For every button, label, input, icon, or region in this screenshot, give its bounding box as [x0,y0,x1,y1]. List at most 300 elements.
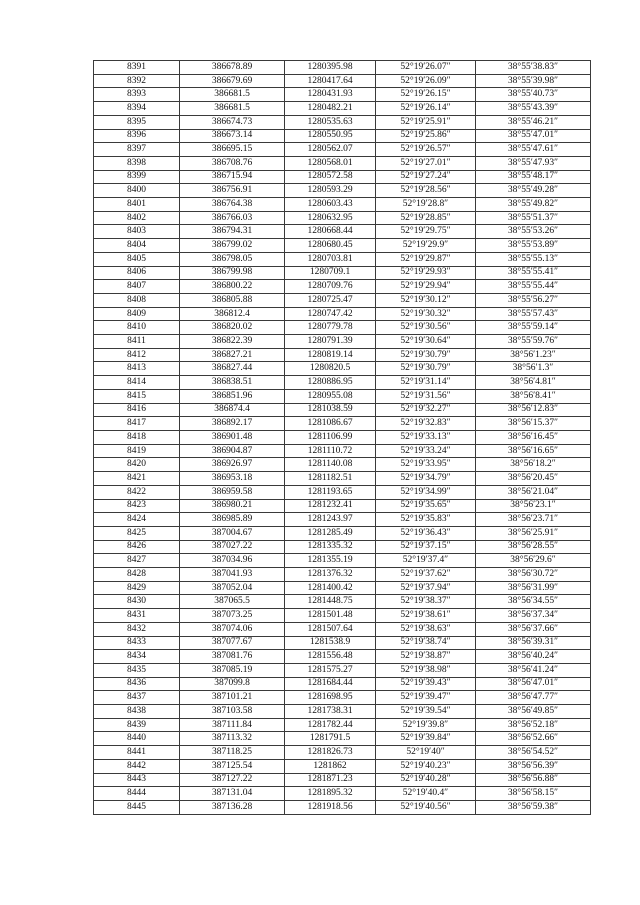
longitude-cell: 38°56′30.72″ [476,568,591,582]
y-coordinate-cell: 1280395.98 [285,61,376,75]
y-coordinate-cell: 1281285.49 [285,526,376,540]
coordinates-table-body [94,61,591,815]
longitude-cell: 38°56′28.55″ [476,540,591,554]
longitude-cell: 38°55′47.61″ [476,143,591,157]
point-number-cell: 8437 [94,691,180,705]
table-row [94,787,591,801]
latitude-cell: 52°19′30.12″ [376,293,476,307]
latitude-cell: 52°19′27.24″ [376,170,476,184]
x-coordinate-cell: 386708.76 [180,156,285,170]
x-coordinate-cell: 386798.05 [180,252,285,266]
latitude-cell: 52°19′37.4″ [376,554,476,568]
x-coordinate-cell: 386674.73 [180,115,285,129]
point-number-cell: 8441 [94,746,180,760]
table-row [94,526,591,540]
table-row [94,307,591,321]
point-number-cell: 8438 [94,705,180,719]
x-coordinate-cell: 387077.67 [180,636,285,650]
longitude-cell: 38°56′59.38″ [476,800,591,814]
latitude-cell: 52°19′33.95″ [376,458,476,472]
latitude-cell: 52°19′40.28″ [376,773,476,787]
point-number-cell: 8442 [94,759,180,773]
x-coordinate-cell: 386822.39 [180,335,285,349]
x-coordinate-cell: 386953.18 [180,472,285,486]
latitude-cell: 52°19′38.61″ [376,609,476,623]
table-row [94,115,591,129]
table-row [94,458,591,472]
y-coordinate-cell: 1280572.58 [285,170,376,184]
table-row [94,554,591,568]
table-row [94,335,591,349]
longitude-cell: 38°55′47.01″ [476,129,591,143]
longitude-cell: 38°56′4.81″ [476,376,591,390]
point-number-cell: 8396 [94,129,180,143]
latitude-cell: 52°19′38.63″ [376,622,476,636]
y-coordinate-cell: 1280562.07 [285,143,376,157]
y-coordinate-cell: 1280779.78 [285,321,376,335]
longitude-cell: 38°55′43.39″ [476,102,591,116]
latitude-cell: 52°19′26.14″ [376,102,476,116]
point-number-cell: 8425 [94,526,180,540]
y-coordinate-cell: 1281232.41 [285,499,376,513]
latitude-cell: 52°19′39.8″ [376,718,476,732]
table-row [94,581,591,595]
longitude-cell: 38°55′59.76″ [476,335,591,349]
y-coordinate-cell: 1281448.75 [285,595,376,609]
point-number-cell: 8445 [94,800,180,814]
y-coordinate-cell: 1281507.64 [285,622,376,636]
x-coordinate-cell: 386904.87 [180,444,285,458]
point-number-cell: 8440 [94,732,180,746]
x-coordinate-cell: 387118.25 [180,746,285,760]
y-coordinate-cell: 1280703.81 [285,252,376,266]
longitude-cell: 38°56′1.3″ [476,362,591,376]
point-number-cell: 8436 [94,677,180,691]
point-number-cell: 8395 [94,115,180,129]
longitude-cell: 38°55′51.37″ [476,211,591,225]
longitude-cell: 38°56′21.04″ [476,485,591,499]
latitude-cell: 52°19′25.86″ [376,129,476,143]
longitude-cell: 38°56′49.85″ [476,705,591,719]
longitude-cell: 38°55′49.28″ [476,184,591,198]
longitude-cell: 38°56′29.6″ [476,554,591,568]
latitude-cell: 52°19′38.37″ [376,595,476,609]
latitude-cell: 52°19′40″ [376,746,476,760]
table-row [94,746,591,760]
y-coordinate-cell: 1281895.32 [285,787,376,801]
point-number-cell: 8417 [94,417,180,431]
point-number-cell: 8434 [94,650,180,664]
longitude-cell: 38°56′47.77″ [476,691,591,705]
y-coordinate-cell: 1281140.08 [285,458,376,472]
latitude-cell: 52°19′33.13″ [376,430,476,444]
x-coordinate-cell: 387111.84 [180,718,285,732]
table-row [94,485,591,499]
longitude-cell: 38°56′56.88″ [476,773,591,787]
y-coordinate-cell: 1280725.47 [285,293,376,307]
point-number-cell: 8433 [94,636,180,650]
y-coordinate-cell: 1280535.63 [285,115,376,129]
x-coordinate-cell: 386827.21 [180,348,285,362]
table-row [94,88,591,102]
y-coordinate-cell: 1281106.99 [285,430,376,444]
longitude-cell: 38°55′48.17″ [476,170,591,184]
point-number-cell: 8423 [94,499,180,513]
y-coordinate-cell: 1280680.45 [285,239,376,253]
x-coordinate-cell: 387131.04 [180,787,285,801]
table-row [94,650,591,664]
latitude-cell: 52°19′29.93″ [376,266,476,280]
longitude-cell: 38°55′38.83″ [476,61,591,75]
point-number-cell: 8409 [94,307,180,321]
x-coordinate-cell: 386715.94 [180,170,285,184]
point-number-cell: 8393 [94,88,180,102]
point-number-cell: 8394 [94,102,180,116]
y-coordinate-cell: 1281110.72 [285,444,376,458]
table-row [94,609,591,623]
point-number-cell: 8432 [94,622,180,636]
x-coordinate-cell: 386799.02 [180,239,285,253]
latitude-cell: 52°19′30.56″ [376,321,476,335]
longitude-cell: 38°56′16.65″ [476,444,591,458]
latitude-cell: 52°19′38.98″ [376,663,476,677]
latitude-cell: 52°19′29.94″ [376,280,476,294]
table-row [94,705,591,719]
longitude-cell: 38°56′47.01″ [476,677,591,691]
longitude-cell: 38°55′40.73″ [476,88,591,102]
table-row [94,759,591,773]
latitude-cell: 52°19′35.83″ [376,513,476,527]
point-number-cell: 8405 [94,252,180,266]
point-number-cell: 8404 [94,239,180,253]
table-row [94,691,591,705]
longitude-cell: 38°56′52.18″ [476,718,591,732]
point-number-cell: 8392 [94,74,180,88]
x-coordinate-cell: 386892.17 [180,417,285,431]
point-number-cell: 8415 [94,389,180,403]
longitude-cell: 38°56′37.66″ [476,622,591,636]
x-coordinate-cell: 386679.69 [180,74,285,88]
point-number-cell: 8391 [94,61,180,75]
point-number-cell: 8410 [94,321,180,335]
y-coordinate-cell: 1281400.42 [285,581,376,595]
longitude-cell: 38°56′31.99″ [476,581,591,595]
point-number-cell: 8407 [94,280,180,294]
table-row [94,348,591,362]
longitude-cell: 38°56′56.39″ [476,759,591,773]
point-number-cell: 8418 [94,430,180,444]
point-number-cell: 8416 [94,403,180,417]
latitude-cell: 52°19′31.56″ [376,389,476,403]
longitude-cell: 38°55′39.98″ [476,74,591,88]
latitude-cell: 52°19′37.94″ [376,581,476,595]
y-coordinate-cell: 1280819.14 [285,348,376,362]
x-coordinate-cell: 387041.93 [180,568,285,582]
point-number-cell: 8408 [94,293,180,307]
table-row [94,622,591,636]
longitude-cell: 38°55′55.41″ [476,266,591,280]
longitude-cell: 38°55′47.93″ [476,156,591,170]
x-coordinate-cell: 386851.96 [180,389,285,403]
y-coordinate-cell: 1281918.56 [285,800,376,814]
table-row [94,417,591,431]
latitude-cell: 52°19′38.74″ [376,636,476,650]
longitude-cell: 38°56′25.91″ [476,526,591,540]
point-number-cell: 8412 [94,348,180,362]
point-number-cell: 8428 [94,568,180,582]
point-number-cell: 8400 [94,184,180,198]
latitude-cell: 52°19′38.87″ [376,650,476,664]
x-coordinate-cell: 387125.54 [180,759,285,773]
y-coordinate-cell: 1281538.9 [285,636,376,650]
table-row [94,266,591,280]
y-coordinate-cell: 1281193.65 [285,485,376,499]
table-row [94,568,591,582]
y-coordinate-cell: 1280747.42 [285,307,376,321]
latitude-cell: 52°19′39.84″ [376,732,476,746]
longitude-cell: 38°55′49.82″ [476,198,591,212]
table-row [94,430,591,444]
x-coordinate-cell: 387065.5 [180,595,285,609]
longitude-cell: 38°56′18.2″ [476,458,591,472]
latitude-cell: 52°19′35.65″ [376,499,476,513]
y-coordinate-cell: 1281782.44 [285,718,376,732]
longitude-cell: 38°56′34.55″ [476,595,591,609]
longitude-cell: 38°56′41.24″ [476,663,591,677]
latitude-cell: 52°19′26.09″ [376,74,476,88]
point-number-cell: 8413 [94,362,180,376]
table-row [94,143,591,157]
point-number-cell: 8399 [94,170,180,184]
longitude-cell: 38°56′37.34″ [476,609,591,623]
point-number-cell: 8403 [94,225,180,239]
x-coordinate-cell: 386959.58 [180,485,285,499]
x-coordinate-cell: 386681.5 [180,88,285,102]
latitude-cell: 52°19′39.54″ [376,705,476,719]
table-row [94,376,591,390]
table-row [94,362,591,376]
latitude-cell: 52°19′37.62″ [376,568,476,582]
x-coordinate-cell: 387101.21 [180,691,285,705]
latitude-cell: 52°19′30.79″ [376,348,476,362]
x-coordinate-cell: 386799.98 [180,266,285,280]
table-row [94,156,591,170]
y-coordinate-cell: 1280431.93 [285,88,376,102]
x-coordinate-cell: 386980.21 [180,499,285,513]
table-row [94,74,591,88]
x-coordinate-cell: 386794.31 [180,225,285,239]
y-coordinate-cell: 1281791.5 [285,732,376,746]
y-coordinate-cell: 1281826.73 [285,746,376,760]
x-coordinate-cell: 386695.15 [180,143,285,157]
table-row [94,718,591,732]
table-row [94,225,591,239]
latitude-cell: 52°19′28.56″ [376,184,476,198]
y-coordinate-cell: 1281376.32 [285,568,376,582]
y-coordinate-cell: 1281871.23 [285,773,376,787]
y-coordinate-cell: 1281335.32 [285,540,376,554]
x-coordinate-cell: 386812.4 [180,307,285,321]
table-row [94,61,591,75]
longitude-cell: 38°56′39.31″ [476,636,591,650]
latitude-cell: 52°19′26.57″ [376,143,476,157]
x-coordinate-cell: 386874.4 [180,403,285,417]
x-coordinate-cell: 386820.02 [180,321,285,335]
y-coordinate-cell: 1281038.59 [285,403,376,417]
point-number-cell: 8435 [94,663,180,677]
table-row [94,198,591,212]
longitude-cell: 38°56′12.83″ [476,403,591,417]
y-coordinate-cell: 1281086.67 [285,417,376,431]
y-coordinate-cell: 1280955.08 [285,389,376,403]
point-number-cell: 8398 [94,156,180,170]
longitude-cell: 38°55′55.44″ [476,280,591,294]
y-coordinate-cell: 1280550.95 [285,129,376,143]
x-coordinate-cell: 386800.22 [180,280,285,294]
x-coordinate-cell: 387027.22 [180,540,285,554]
table-row [94,389,591,403]
longitude-cell: 38°56′52.66″ [476,732,591,746]
longitude-cell: 38°56′20.45″ [476,472,591,486]
x-coordinate-cell: 387136.28 [180,800,285,814]
table-row [94,444,591,458]
longitude-cell: 38°55′56.27″ [476,293,591,307]
point-number-cell: 8411 [94,335,180,349]
longitude-cell: 38°55′53.89″ [476,239,591,253]
y-coordinate-cell: 1280417.64 [285,74,376,88]
table-row [94,321,591,335]
latitude-cell: 52°19′34.79″ [376,472,476,486]
point-number-cell: 8406 [94,266,180,280]
table-row [94,732,591,746]
longitude-cell: 38°55′53.26″ [476,225,591,239]
y-coordinate-cell: 1281355.19 [285,554,376,568]
latitude-cell: 52°19′30.64″ [376,335,476,349]
y-coordinate-cell: 1280593.29 [285,184,376,198]
table-row [94,499,591,513]
table-row [94,800,591,814]
x-coordinate-cell: 387034.96 [180,554,285,568]
point-number-cell: 8443 [94,773,180,787]
point-number-cell: 8420 [94,458,180,472]
longitude-cell: 38°56′15.37″ [476,417,591,431]
table-row [94,102,591,116]
longitude-cell: 38°56′54.52″ [476,746,591,760]
coordinates-table [93,60,591,815]
longitude-cell: 38°56′1.23″ [476,348,591,362]
point-number-cell: 8427 [94,554,180,568]
x-coordinate-cell: 387073.25 [180,609,285,623]
longitude-cell: 38°55′59.14″ [476,321,591,335]
y-coordinate-cell: 1281556.48 [285,650,376,664]
table-row [94,170,591,184]
table-row [94,636,591,650]
latitude-cell: 52°19′37.15″ [376,540,476,554]
x-coordinate-cell: 386681.5 [180,102,285,116]
longitude-cell: 38°55′55.13″ [476,252,591,266]
y-coordinate-cell: 1281182.51 [285,472,376,486]
latitude-cell: 52°19′26.07″ [376,61,476,75]
longitude-cell: 38°55′46.21″ [476,115,591,129]
latitude-cell: 52°19′40.4″ [376,787,476,801]
y-coordinate-cell: 1281575.27 [285,663,376,677]
table-row [94,677,591,691]
x-coordinate-cell: 387085.19 [180,663,285,677]
latitude-cell: 52°19′30.32″ [376,307,476,321]
latitude-cell: 52°19′25.91″ [376,115,476,129]
table-row [94,293,591,307]
point-number-cell: 8439 [94,718,180,732]
table-row [94,280,591,294]
x-coordinate-cell: 386805.88 [180,293,285,307]
latitude-cell: 52°19′30.79″ [376,362,476,376]
longitude-cell: 38°56′58.15″ [476,787,591,801]
y-coordinate-cell: 1280709.76 [285,280,376,294]
y-coordinate-cell: 1280791.39 [285,335,376,349]
x-coordinate-cell: 386673.14 [180,129,285,143]
table-row [94,513,591,527]
latitude-cell: 52°19′32.27″ [376,403,476,417]
y-coordinate-cell: 1280820.5 [285,362,376,376]
table-row [94,773,591,787]
latitude-cell: 52°19′39.43″ [376,677,476,691]
y-coordinate-cell: 1280603.43 [285,198,376,212]
y-coordinate-cell: 1280709.1 [285,266,376,280]
y-coordinate-cell: 1281698.95 [285,691,376,705]
x-coordinate-cell: 386985.89 [180,513,285,527]
longitude-cell: 38°56′23.1″ [476,499,591,513]
y-coordinate-cell: 1281501.48 [285,609,376,623]
x-coordinate-cell: 386901.48 [180,430,285,444]
table-row [94,252,591,266]
y-coordinate-cell: 1281862 [285,759,376,773]
x-coordinate-cell: 386827.44 [180,362,285,376]
x-coordinate-cell: 387052.04 [180,581,285,595]
x-coordinate-cell: 387099.8 [180,677,285,691]
latitude-cell: 52°19′29.75″ [376,225,476,239]
x-coordinate-cell: 387103.58 [180,705,285,719]
table-row [94,403,591,417]
x-coordinate-cell: 386926.97 [180,458,285,472]
longitude-cell: 38°56′16.45″ [476,430,591,444]
point-number-cell: 8431 [94,609,180,623]
longitude-cell: 38°56′23.71″ [476,513,591,527]
table-row [94,540,591,554]
x-coordinate-cell: 387074.06 [180,622,285,636]
latitude-cell: 52°19′40.23″ [376,759,476,773]
point-number-cell: 8401 [94,198,180,212]
x-coordinate-cell: 386764.38 [180,198,285,212]
y-coordinate-cell: 1280482.21 [285,102,376,116]
latitude-cell: 52°19′36.43″ [376,526,476,540]
point-number-cell: 8421 [94,472,180,486]
x-coordinate-cell: 387004.67 [180,526,285,540]
longitude-cell: 38°55′57.43″ [476,307,591,321]
x-coordinate-cell: 387081.76 [180,650,285,664]
table-row [94,184,591,198]
x-coordinate-cell: 386766.03 [180,211,285,225]
point-number-cell: 8429 [94,581,180,595]
point-number-cell: 8422 [94,485,180,499]
point-number-cell: 8397 [94,143,180,157]
y-coordinate-cell: 1281684.44 [285,677,376,691]
table-row [94,595,591,609]
point-number-cell: 8419 [94,444,180,458]
latitude-cell: 52°19′40.56″ [376,800,476,814]
latitude-cell: 52°19′33.24″ [376,444,476,458]
latitude-cell: 52°19′34.99″ [376,485,476,499]
x-coordinate-cell: 386756.91 [180,184,285,198]
